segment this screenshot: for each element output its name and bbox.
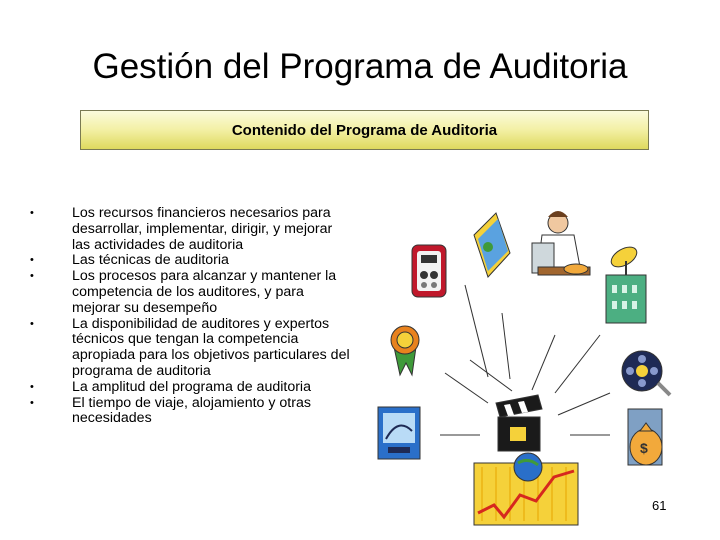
bullet-dot: • (30, 270, 34, 283)
person-at-desk-icon (532, 211, 590, 275)
bullet-text: La amplitud del programa de auditoria (72, 378, 311, 395)
subtitle-banner (80, 110, 649, 150)
satellite-building-icon (606, 243, 646, 323)
map-document-icon (474, 213, 510, 277)
list-item (30, 317, 352, 380)
list-item (30, 206, 352, 253)
list-item (30, 269, 352, 316)
list-item (30, 396, 352, 428)
slide-title: Gestión del Programa de Auditoria (92, 47, 628, 86)
elevator-panel-icon (412, 245, 446, 297)
clapperboard-icon (496, 395, 542, 451)
list-item (30, 253, 352, 269)
subtitle-text: Contenido del Programa de Auditoria (231, 121, 498, 139)
award-ribbon-icon (391, 326, 419, 375)
bullet-text: Los procesos para alcanzar y mantener la competencia de los auditores, y para mejorar su desempeño (72, 268, 337, 316)
computer-screen-icon (378, 407, 420, 459)
bullet-dot: • (30, 317, 34, 330)
film-reel-icon (622, 351, 670, 395)
bullet-dot: • (30, 396, 34, 409)
bullet-dot: • (30, 207, 34, 219)
svg-text:$: $ (640, 440, 648, 456)
page-number: 61 (652, 498, 667, 513)
bullet-text: Las técnicas de auditoria (72, 252, 229, 269)
clipart-illustration (370, 195, 700, 530)
bullet-dot: • (30, 254, 34, 267)
bullet-text: La disponibilidad de auditores y expertos técnicos que tengan la competencia apropiada para los objetivos particulares del programa de auditoria (72, 315, 350, 379)
money-bag-icon (628, 409, 662, 465)
bullet-dot: • (30, 380, 34, 393)
growth-chart-icon (474, 453, 578, 525)
list-item (30, 380, 352, 396)
bullet-text: El tiempo de viaje, alojamiento y otras necesidades (72, 394, 311, 427)
bullet-text: Los recursos financieros necesarios para desarrollar, implementar, dirigir, y mejorar las actividades de auditoria (72, 205, 333, 253)
bullet-list (30, 206, 352, 427)
